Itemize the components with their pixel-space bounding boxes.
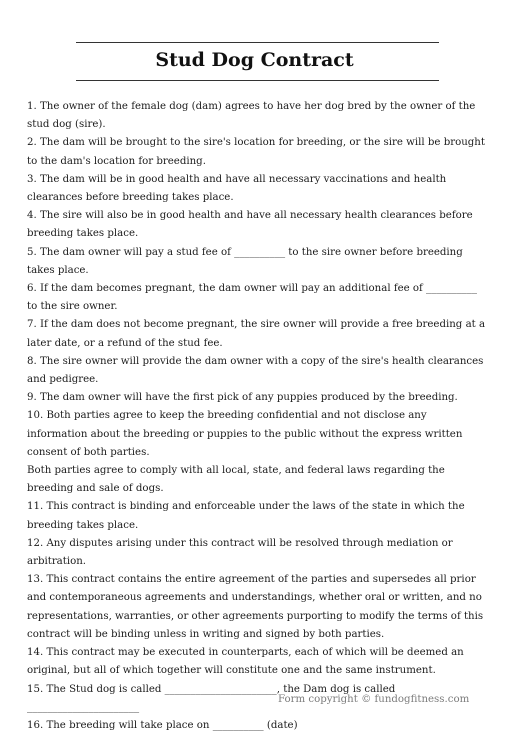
clause-12: 12. Any disputes arising under this contract will be resolved through mediation or arbitration. bbox=[27, 537, 453, 568]
clause-5: 5. The dam owner will pay a stud fee of __________ to the sire owner before breeding takes place. bbox=[27, 246, 463, 276]
document-title: Stud Dog Contract bbox=[155, 49, 354, 71]
clause-16: 16. The breeding will take place on __________ (date) bbox=[27, 719, 298, 731]
clause-10: 10. Both parties agree to keep the breeding confidential and not disclose any information about the breeding or puppies to the public without the express written consent of both parties. bbox=[27, 410, 463, 458]
clause-6: 6. If the dam becomes pregnant, the dam owner will pay an additional fee of __________ to the sire owner. bbox=[27, 283, 477, 313]
clause-11: 11. This contract is binding and enforceable under the laws of the state in which the breeding takes place. bbox=[27, 501, 465, 531]
clause-14: 14. This contract may be executed in counterparts, each of which will be deemed an original, but all of which together will constitute one and the same instrument. bbox=[27, 647, 464, 677]
clause-9: 9. The dam owner will have the first pick of any puppies produced by the breeding. bbox=[27, 392, 458, 404]
clause-15: 15. The Stud dog is called ______________________, the Dam dog is called ______________________ bbox=[27, 683, 396, 713]
top-divider bbox=[76, 42, 439, 43]
contract-body bbox=[27, 98, 489, 735]
clause-1: 1. The owner of the female dog (dam) agrees to have her dog bred by the owner of the stud dog (sire). bbox=[27, 101, 476, 131]
clause-4: 4. The sire will also be in good health and have all necessary health clearances before breeding takes place. bbox=[27, 210, 473, 240]
clause-2: 2. The dam will be brought to the sire's location for breeding, or the sire will be brought to the dam's location for breeding. bbox=[27, 137, 485, 167]
bottom-divider bbox=[76, 80, 439, 81]
copyright-footer: Form copyright © fundogfitness.com bbox=[278, 694, 470, 705]
clause-8: 8. The sire owner will provide the dam owner with a copy of the sire's health clearances and pedigree. bbox=[27, 355, 484, 386]
clause-13: 13. This contract contains the entire agreement of the parties and supersedes all prior and contemporaneous agreements and understandings, whether oral or written, and no representations, warranties, or other agreements purporting to modify the terms of this contract will be binding unless in writing and signed by both parties. bbox=[27, 574, 484, 640]
clause-compliance: Both parties agree to comply with all local, state, and federal laws regarding the breeding and sale of dogs. bbox=[27, 465, 445, 495]
clause-7: 7. If the dam does not become pregnant, the sire owner will provide a free breeding at a later date, or a refund of the stud fee. bbox=[27, 319, 486, 349]
clause-3: 3. The dam will be in good health and have all necessary vaccinations and health clearances before breeding takes place. bbox=[27, 173, 447, 204]
